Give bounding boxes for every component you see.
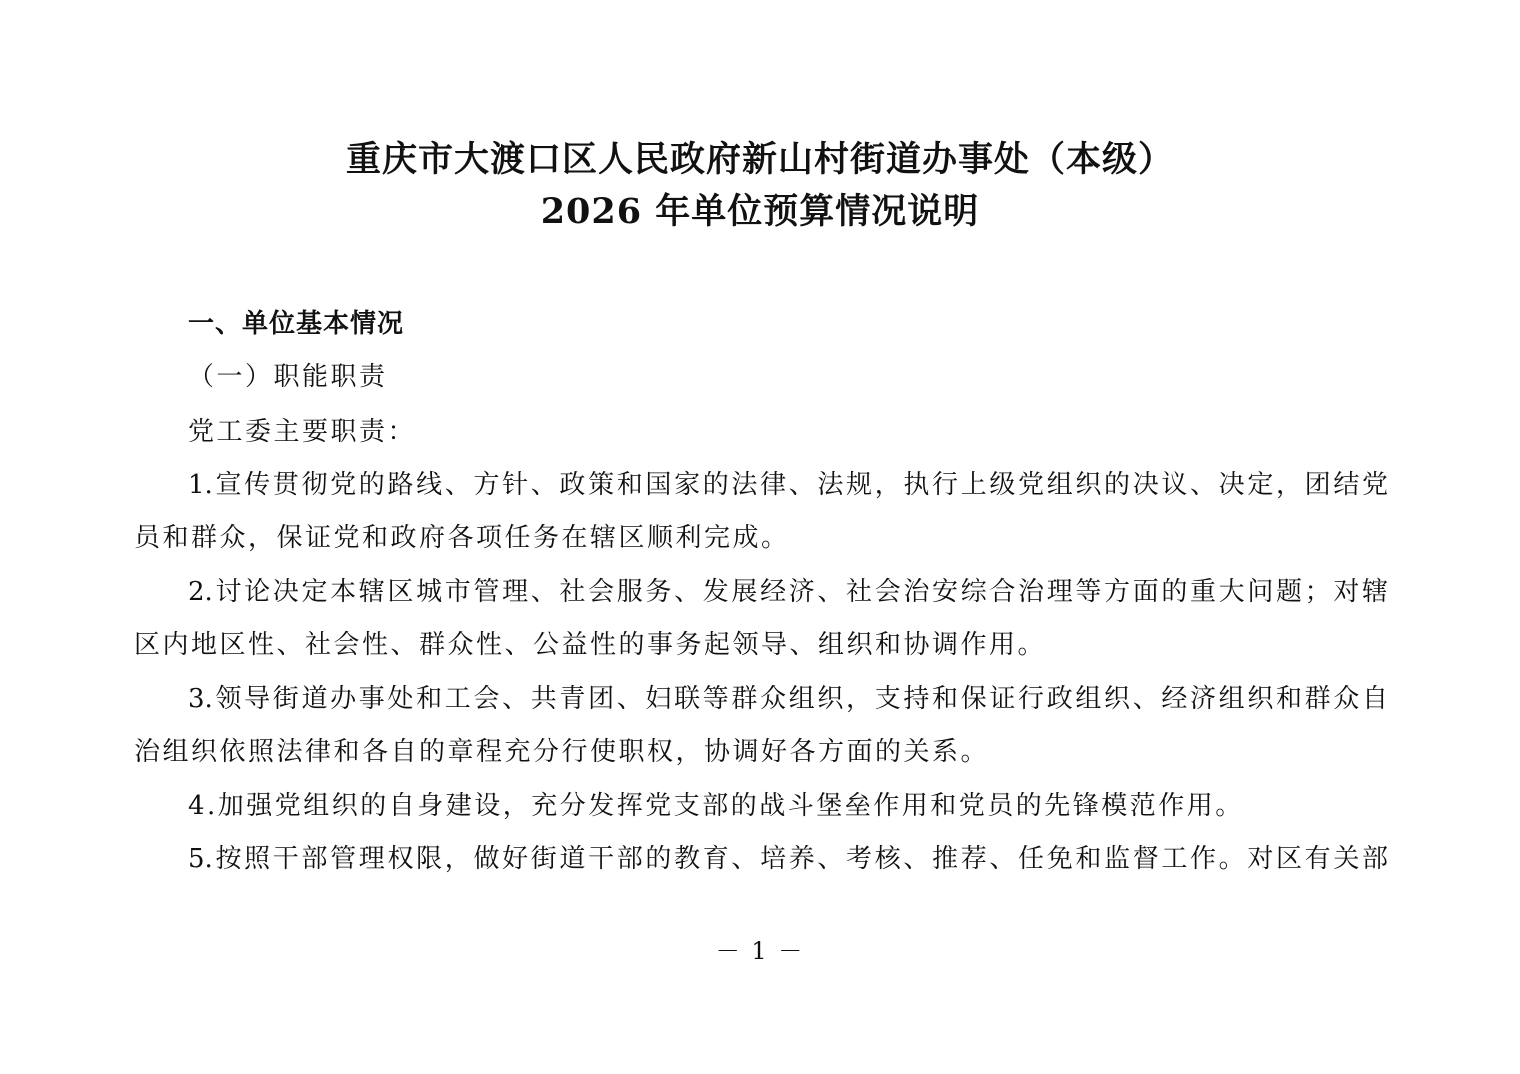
item-2-line-2: 区内地区性、社会性、群众性、公益性的事务起领导、组织和协调作用。 [134, 630, 1047, 660]
document-title-line-1: 重庆市大渡口区人民政府新山村街道办事处（本级） [345, 139, 1174, 180]
item-3-line-2: 治组织依照法律和各自的章程充分行使职权，协调好各方面的关系。 [134, 737, 990, 767]
party-committee-intro: 党工委主要职责： [188, 417, 417, 447]
item-4-line-1: 4.加强党组织的自身建设，充分发挥党支部的战斗堡垒作用和党员的先锋模范作用。 [188, 791, 1244, 821]
subsection-heading: （一）职能职责 [188, 362, 388, 392]
item-1-line-2: 员和群众，保证党和政府各项任务在辖区顺利完成。 [134, 523, 790, 553]
document-title-line-2: 2026 年单位预算情况说明 [540, 191, 980, 232]
item-1-line-1: 1.宣传贯彻党的路线、方针、政策和国家的法律、法规，执行上级党组织的决议、决定，团结党 [188, 470, 1388, 500]
page-number: － 1 － [715, 937, 805, 965]
item-3-line-1: 3.领导街道办事处和工会、共青团、妇联等群众组织，支持和保证行政组织、经济组织和群众自 [188, 684, 1388, 714]
item-5-line-1: 5.按照干部管理权限，做好街道干部的教育、培养、考核、推荐、任免和监督工作。对区有关部 [188, 844, 1388, 874]
item-2-line-1: 2.讨论决定本辖区城市管理、社会服务、发展经济、社会治安综合治理等方面的重大问题；对辖 [188, 577, 1388, 607]
section-heading: 一、单位基本情况 [188, 309, 405, 339]
